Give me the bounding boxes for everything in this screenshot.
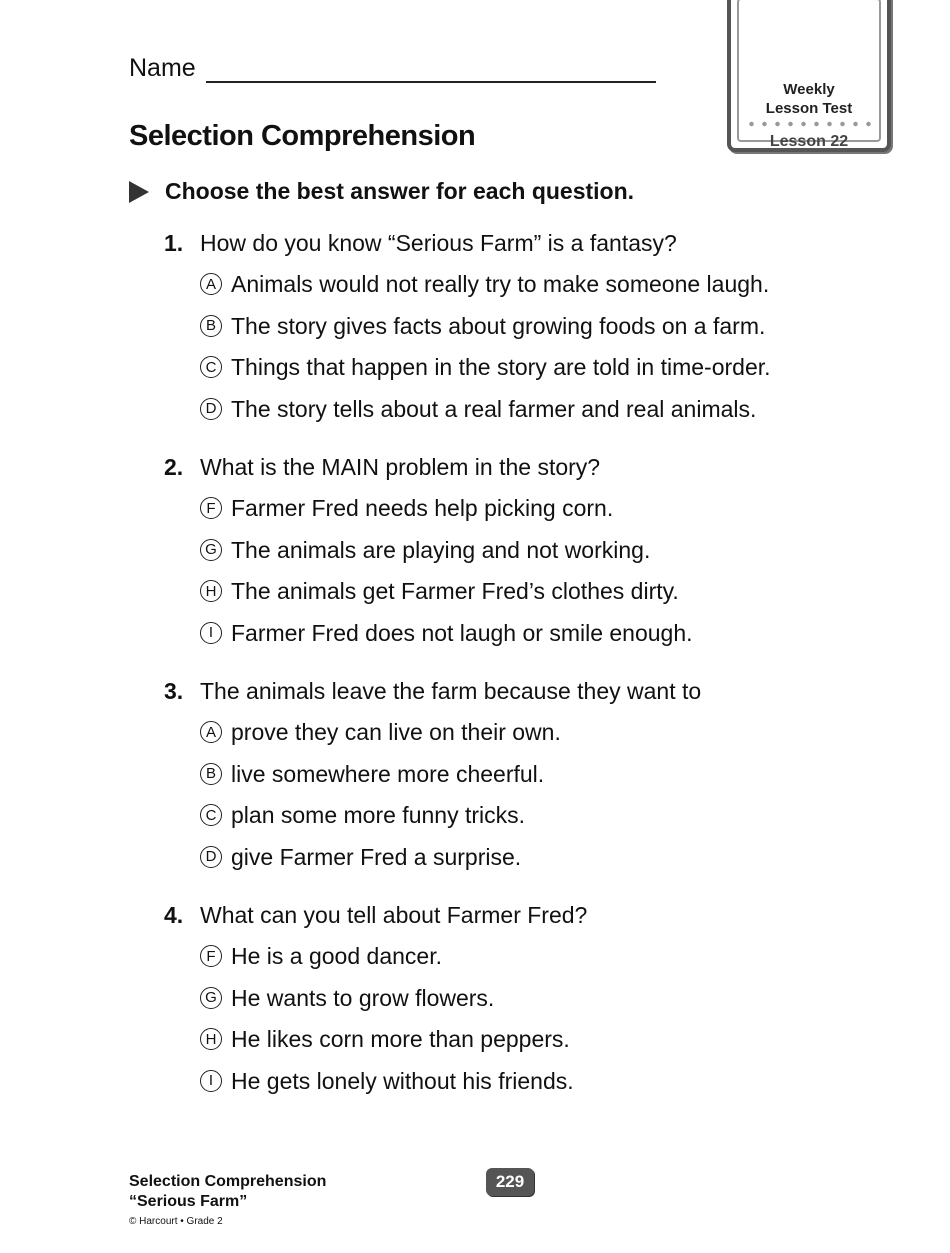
answer-bubble[interactable]: B [200, 763, 222, 785]
question-text: The animals leave the farm because they want to [200, 678, 702, 704]
triangle-arrow-icon [129, 181, 149, 203]
answer-choice[interactable] [200, 311, 771, 341]
instruction [129, 178, 634, 205]
answer-bubble[interactable]: C [200, 804, 222, 826]
answer-choice[interactable] [200, 800, 701, 830]
question-3 [164, 676, 701, 883]
choice-text: Farmer Fred does not laugh or smile enough. [231, 619, 693, 646]
choice-text: He gets lonely without his friends. [231, 1067, 574, 1094]
badge-line-weekly: Weekly [783, 81, 835, 98]
badge-lesson-number: Lesson 22 [769, 133, 849, 150]
footer-story-title: “Serious Farm” [129, 1193, 248, 1210]
choice-text: He likes corn more than peppers. [231, 1026, 570, 1052]
question-1 [164, 228, 771, 435]
choice-text: Animals would not really try to make someone laugh. [231, 271, 770, 297]
choice-text: The story tells about a real farmer and real animals. [231, 395, 757, 422]
name-label: Name [129, 54, 196, 82]
choice-text: give Farmer Fred a surprise. [231, 843, 522, 870]
answer-bubble[interactable]: D [200, 398, 222, 420]
page-title: Selection Comprehension [129, 120, 476, 152]
answer-bubble[interactable]: I [200, 1070, 222, 1092]
answer-choice[interactable] [200, 941, 587, 971]
answer-bubble[interactable]: H [200, 580, 222, 602]
answer-bubble[interactable]: A [200, 273, 222, 295]
footer-section: Selection Comprehension [129, 1173, 327, 1190]
choice-text: plan some more funny tricks. [231, 802, 526, 828]
question-number: 4. [164, 902, 184, 928]
choice-text: Things that happen in the story are told in time-order. [231, 354, 771, 380]
answer-bubble[interactable]: A [200, 721, 222, 743]
choice-text: He wants to grow flowers. [231, 984, 495, 1011]
answer-choice[interactable] [200, 1066, 587, 1096]
answer-bubble[interactable]: C [200, 356, 222, 378]
page-number-badge: 229 [486, 1168, 534, 1196]
answer-bubble[interactable]: B [200, 315, 222, 337]
question-number: 1. [164, 230, 184, 256]
instruction-text: Choose the best answer for each question. [165, 178, 635, 204]
name-row [129, 53, 656, 83]
choice-text: Farmer Fred needs help picking corn. [231, 495, 614, 521]
answer-choice[interactable] [200, 269, 771, 299]
answer-choice[interactable] [200, 576, 693, 606]
choice-text: The animals get Farmer Fred’s clothes dirty. [231, 578, 679, 604]
answer-choice[interactable] [200, 759, 701, 789]
question-number: 2. [164, 454, 184, 480]
footer [129, 1172, 326, 1227]
badge-dotted-divider [745, 121, 877, 127]
question-number: 3. [164, 678, 184, 704]
name-field-line[interactable] [206, 57, 656, 83]
choice-text: live somewhere more cheerful. [231, 760, 545, 787]
badge-line-lesson-test: Lesson Test [765, 100, 853, 117]
choice-text: The animals are playing and not working. [231, 536, 651, 563]
lesson-badge [727, 0, 891, 152]
badge-title [731, 80, 887, 118]
answer-bubble[interactable]: F [200, 497, 222, 519]
answer-bubble[interactable]: I [200, 622, 222, 644]
answer-bubble[interactable]: D [200, 846, 222, 868]
choice-text: prove they can live on their own. [231, 719, 561, 745]
answer-choice[interactable] [200, 1024, 587, 1054]
answer-choice[interactable] [200, 717, 701, 747]
answer-choice[interactable] [200, 493, 693, 523]
answer-bubble[interactable]: G [200, 987, 222, 1009]
answer-choice[interactable] [200, 618, 693, 648]
answer-choice[interactable] [200, 983, 587, 1013]
question-4 [164, 900, 587, 1107]
answer-bubble[interactable]: F [200, 945, 222, 967]
footer-copyright: © Harcourt • Grade 2 [129, 1216, 223, 1227]
answer-bubble[interactable]: H [200, 1028, 222, 1050]
choice-text: The story gives facts about growing foods on a farm. [231, 312, 766, 339]
answer-choice[interactable] [200, 352, 771, 382]
question-text: What is the MAIN problem in the story? [200, 454, 601, 480]
question-text: What can you tell about Farmer Fred? [200, 902, 588, 928]
answer-choice[interactable] [200, 394, 771, 424]
answer-bubble[interactable]: G [200, 539, 222, 561]
answer-choice[interactable] [200, 535, 693, 565]
question-text: How do you know “Serious Farm” is a fantasy? [200, 230, 677, 256]
choice-text: He is a good dancer. [231, 943, 442, 969]
answer-choice[interactable] [200, 842, 701, 872]
question-2 [164, 452, 693, 659]
